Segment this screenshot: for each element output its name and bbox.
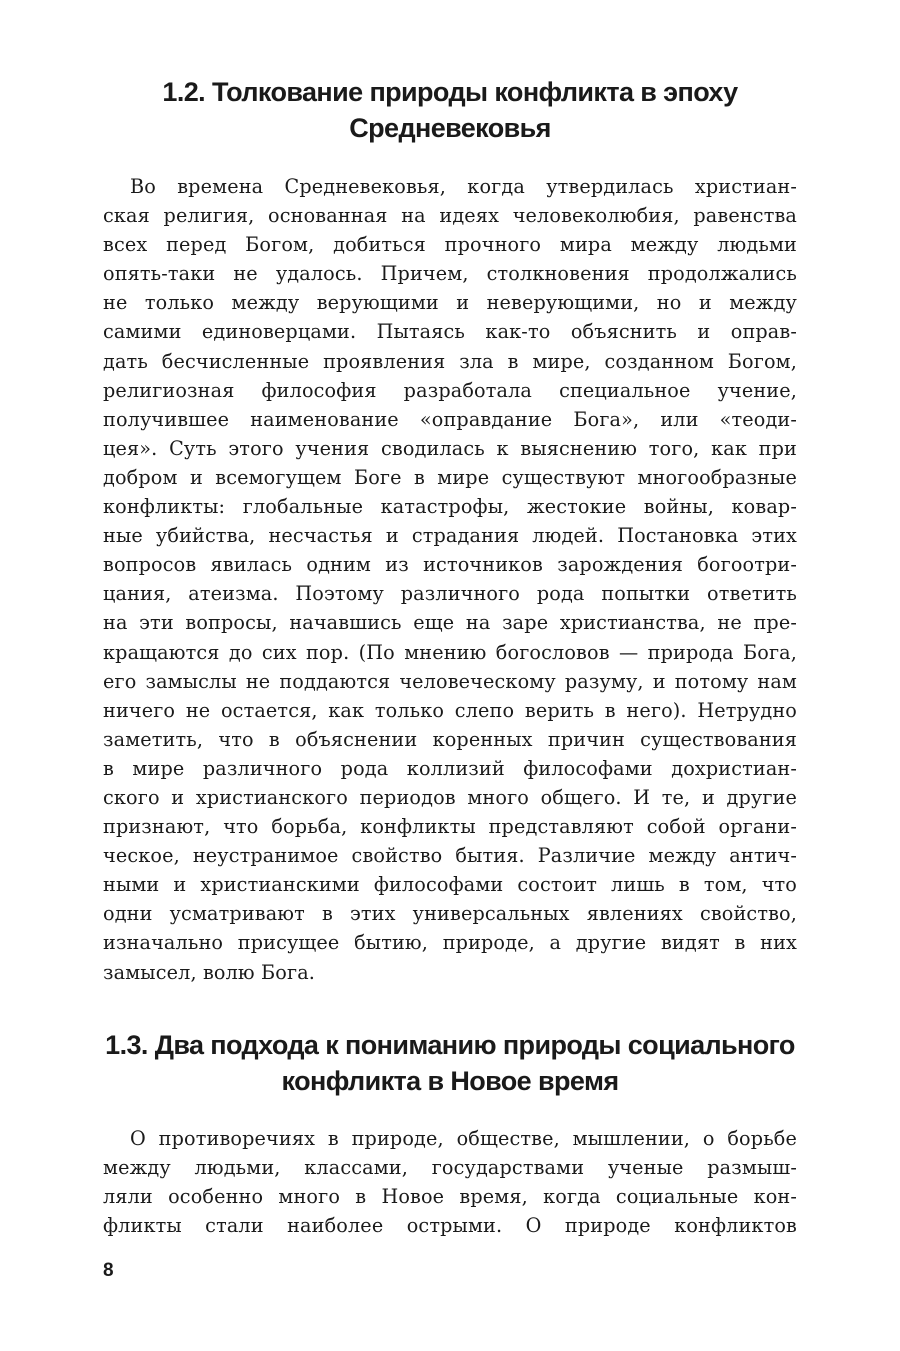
text-line: ческое, неустранимое свойство бытия. Различие между антич- <box>103 844 797 868</box>
text-line: замысел, волю Бога. <box>103 960 316 984</box>
text-line: конфликты: глобальные катастрофы, жестокие войны, ковар- <box>103 495 797 519</box>
text-line: ные убийства, несчастья и страдания людей. Постановка этих <box>103 524 797 548</box>
heading-line: конфликта в Новое время <box>281 1066 619 1096</box>
text-line: самими единоверцами. Пытаясь как-то объяснить и оправ- <box>103 320 797 344</box>
text-line: его замыслы не поддаются человеческому разуму, и потому нам <box>103 669 797 693</box>
text-line: цания, атеизма. Поэтому различного рода попытки ответить <box>103 582 797 606</box>
text-line: ская религия, основанная на идеях человеколюбия, равенства <box>103 204 797 228</box>
section-1-3-paragraph <box>103 1124 797 1240</box>
section-1-2-heading <box>100 74 800 146</box>
heading-line: 1.3. Два подхода к пониманию природы социального <box>105 1030 795 1060</box>
text-line: всех перед Богом, добиться прочного мира между людьми <box>103 233 797 257</box>
text-line: О противоречиях в природе, обществе, мышлении, о борьбе <box>130 1127 797 1150</box>
text-line: на эти вопросы, начавшись еще на заре христианства, не пре- <box>103 611 797 635</box>
text-line: ляли особенно много в Новое время, когда социальные кон- <box>103 1185 797 1209</box>
text-line: признают, что борьба, конфликты представляют собой органи- <box>103 815 797 839</box>
text-line: ничего не остается, как только слепо верить в него). Нетрудно <box>103 698 797 722</box>
text-line: заметить, что в объяснении коренных причин существования <box>103 727 797 751</box>
heading-line: 1.2. Толкование природы конфликта в эпоху <box>162 77 738 107</box>
text-line: ского и христианского периодов много общего. И те, и другие <box>103 785 797 809</box>
text-line: фликты стали наиболее острыми. О природе конфликтов <box>103 1214 797 1238</box>
text-line: цея». Суть этого учения сводилась к выяснению того, как при <box>103 436 797 460</box>
text-line: одни усматривают в этих универсальных явлениях свойство, <box>103 902 797 926</box>
text-line: ными и христианскими философами состоит лишь в том, что <box>103 873 797 897</box>
section-1-2-paragraph <box>103 172 797 987</box>
text-line: религиозная философия разработала специальное учение, <box>103 378 797 402</box>
text-line: получившее наименование «оправдание Бога», или «теоди- <box>103 407 797 431</box>
heading-line: Средневековья <box>349 113 551 143</box>
text-line: добром и всемогущем Боге в мире существуют многообразные <box>103 465 797 489</box>
section-1-3-heading <box>100 1027 800 1099</box>
text-line: не только между верующими и неверующими, но и между <box>103 291 797 315</box>
text-line: дать бесчисленные проявления зла в мире, созданном Богом, <box>103 349 797 373</box>
text-line: Во времена Средневековья, когда утвердилась христиан- <box>130 175 797 198</box>
text-line: опять-таки не удалось. Причем, столкновения продолжались <box>103 262 797 286</box>
text-line: кращаются до сих пор. (По мнению богословов — природа Бога, <box>103 640 797 664</box>
text-line: между людьми, классами, государствами ученые размыш- <box>103 1156 797 1180</box>
text-line: изначально присущее бытию, природе, а другие видят в них <box>103 931 797 955</box>
text-line: вопросов явилась одним из источников зарождения богоотри- <box>103 553 797 577</box>
page-number: 8 <box>103 1260 114 1281</box>
text-line: в мире различного рода коллизий философами дохристиан- <box>103 756 797 780</box>
